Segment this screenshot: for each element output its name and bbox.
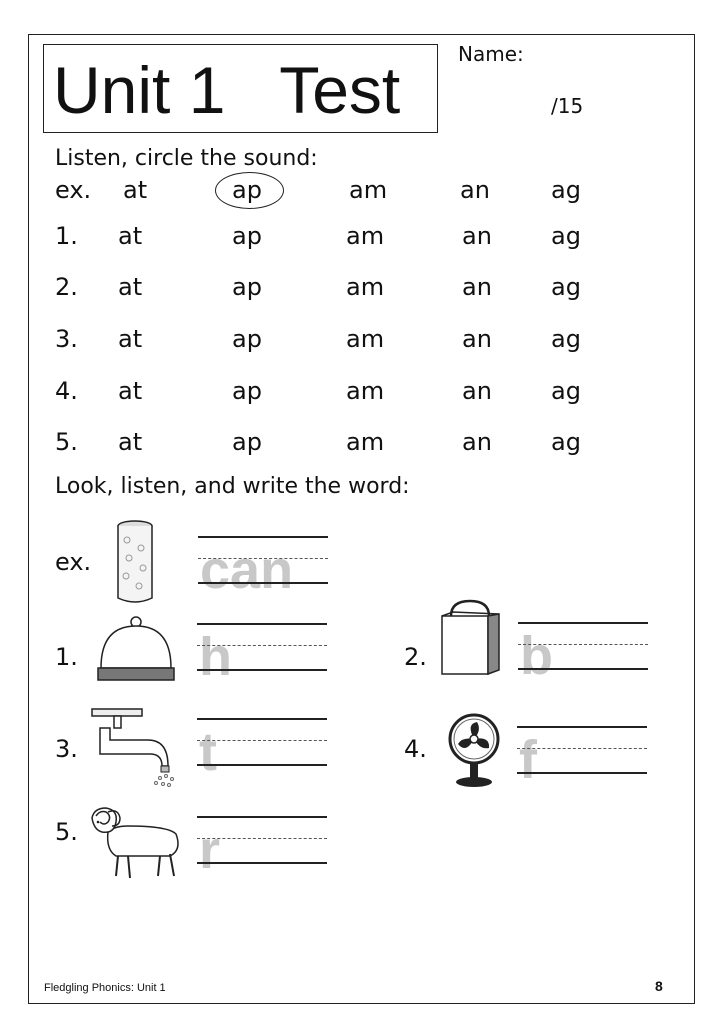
sound-option: am bbox=[349, 176, 388, 204]
sound-option[interactable]: am bbox=[346, 222, 385, 250]
sound-option[interactable]: ag bbox=[551, 273, 581, 301]
sound-option[interactable]: am bbox=[346, 428, 385, 456]
sound-option: at bbox=[123, 176, 148, 204]
writing-lines[interactable] bbox=[518, 622, 648, 686]
name-label: Name: bbox=[458, 42, 524, 66]
sound-option[interactable]: ap bbox=[232, 273, 262, 301]
sound-option[interactable]: ap bbox=[232, 428, 262, 456]
row-label: 2. bbox=[55, 273, 78, 301]
footer-book-title: Fledgling Phonics: Unit 1 bbox=[44, 982, 166, 994]
sound-option[interactable]: an bbox=[462, 273, 492, 301]
sound-option[interactable]: ap bbox=[232, 377, 262, 405]
sound-option[interactable]: an bbox=[462, 325, 492, 353]
item-label: 1. bbox=[55, 643, 78, 671]
trace-hint: can bbox=[200, 540, 294, 600]
score-total: /15 bbox=[551, 94, 584, 118]
sound-option[interactable]: at bbox=[118, 222, 143, 250]
section1-instruction: Listen, circle the sound: bbox=[55, 146, 318, 171]
row-label: ex. bbox=[55, 176, 92, 204]
bag-icon bbox=[437, 598, 505, 678]
item-label: ex. bbox=[55, 548, 92, 576]
trace-hint: r bbox=[199, 820, 221, 880]
sound-option[interactable]: ag bbox=[551, 377, 581, 405]
sound-option[interactable]: ag bbox=[551, 325, 581, 353]
item-label: 2. bbox=[404, 643, 427, 671]
sound-option[interactable]: at bbox=[118, 325, 143, 353]
ram-icon bbox=[88, 804, 182, 884]
sound-option[interactable]: at bbox=[118, 377, 143, 405]
sound-option[interactable]: ag bbox=[551, 222, 581, 250]
sound-option: an bbox=[460, 176, 490, 204]
sound-option[interactable]: at bbox=[118, 428, 143, 456]
sound-option[interactable]: ag bbox=[551, 428, 581, 456]
row-label: 1. bbox=[55, 222, 78, 250]
writing-lines[interactable] bbox=[197, 718, 327, 782]
sound-option[interactable]: ap bbox=[232, 325, 262, 353]
hat-icon bbox=[95, 612, 177, 686]
row-label: 5. bbox=[55, 428, 78, 456]
sound-option[interactable]: an bbox=[462, 222, 492, 250]
sound-option-circled: ap bbox=[232, 176, 262, 204]
sound-option[interactable]: am bbox=[346, 377, 385, 405]
page-title: Unit 1 Test bbox=[53, 53, 401, 127]
sound-option: ag bbox=[551, 176, 581, 204]
writing-lines[interactable] bbox=[198, 536, 328, 600]
section2-instruction: Look, listen, and write the word: bbox=[55, 474, 410, 499]
item-label: 3. bbox=[55, 735, 78, 763]
writing-lines[interactable] bbox=[517, 726, 647, 790]
sound-option[interactable]: an bbox=[462, 428, 492, 456]
trace-hint: h bbox=[199, 627, 232, 687]
row-label: 4. bbox=[55, 377, 78, 405]
can-icon bbox=[112, 518, 158, 608]
item-label: 5. bbox=[55, 818, 78, 846]
fan-icon bbox=[444, 712, 504, 788]
item-label: 4. bbox=[404, 735, 427, 763]
sound-option[interactable]: at bbox=[118, 273, 143, 301]
row-label: 3. bbox=[55, 325, 78, 353]
tap-icon bbox=[90, 706, 180, 788]
sound-option[interactable]: an bbox=[462, 377, 492, 405]
sound-option[interactable]: ap bbox=[232, 222, 262, 250]
trace-hint: t bbox=[199, 722, 217, 782]
page-number: 8 bbox=[655, 978, 663, 994]
writing-lines[interactable] bbox=[197, 816, 327, 880]
trace-hint: b bbox=[520, 626, 553, 686]
sound-option[interactable]: am bbox=[346, 273, 385, 301]
trace-hint: f bbox=[519, 730, 537, 790]
sound-option[interactable]: am bbox=[346, 325, 385, 353]
writing-lines[interactable] bbox=[197, 623, 327, 687]
